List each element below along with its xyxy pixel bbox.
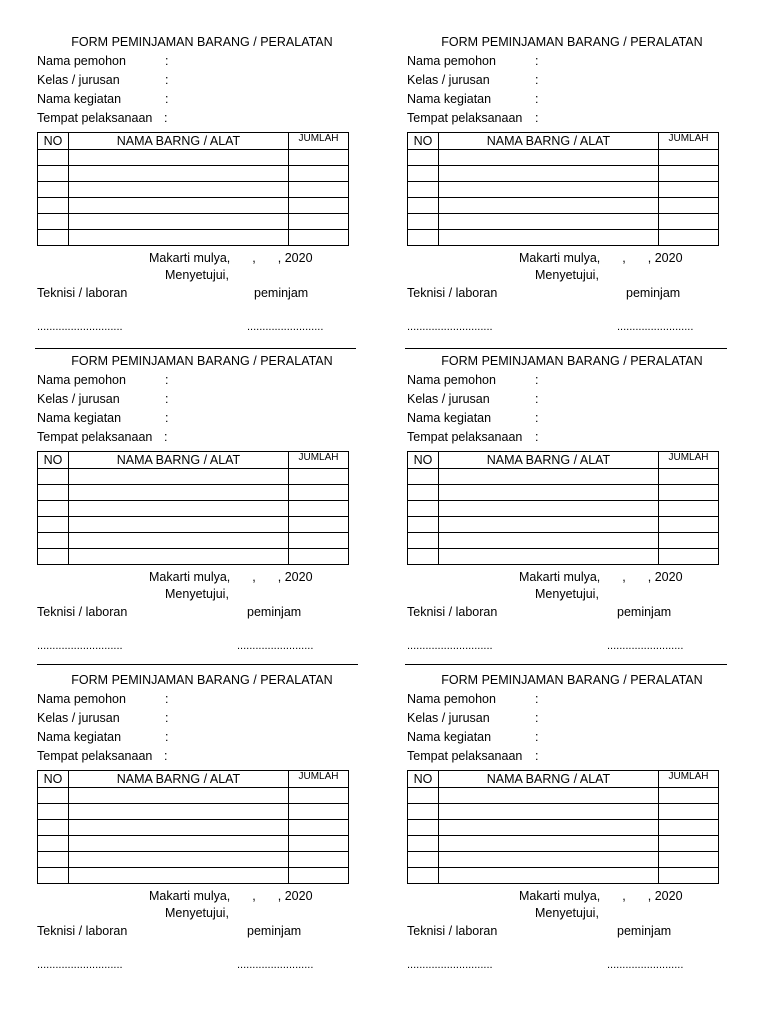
column-header-no: NO bbox=[408, 771, 439, 788]
row-no-cell[interactable] bbox=[38, 214, 69, 230]
row-name-cell[interactable] bbox=[439, 788, 659, 804]
row-name-cell[interactable] bbox=[69, 549, 289, 565]
cut-separator-line bbox=[37, 664, 358, 665]
row-name-cell[interactable] bbox=[439, 230, 659, 246]
row-qty-cell[interactable] bbox=[659, 868, 719, 884]
row-qty-cell[interactable] bbox=[289, 501, 349, 517]
row-name-cell[interactable] bbox=[69, 469, 289, 485]
row-no-cell[interactable] bbox=[38, 788, 69, 804]
row-qty-cell[interactable] bbox=[659, 182, 719, 198]
row-qty-cell[interactable] bbox=[289, 852, 349, 868]
row-name-cell[interactable] bbox=[439, 150, 659, 166]
row-name-cell[interactable] bbox=[439, 549, 659, 565]
row-no-cell[interactable] bbox=[38, 469, 69, 485]
form-title: FORM PEMINJAMAN BARANG / PERALATAN bbox=[441, 35, 703, 49]
field-colon: : bbox=[165, 92, 169, 106]
row-name-cell[interactable] bbox=[439, 533, 659, 549]
row-qty-cell[interactable] bbox=[289, 836, 349, 852]
place-name: Makarti mulya, bbox=[149, 570, 231, 584]
table-row bbox=[408, 517, 719, 533]
row-qty-cell[interactable] bbox=[659, 230, 719, 246]
row-no-cell[interactable] bbox=[408, 469, 439, 485]
signer-right-label: peminjam bbox=[626, 286, 681, 300]
row-name-cell[interactable] bbox=[69, 788, 289, 804]
signer-left-label: Teknisi / laboran bbox=[407, 924, 498, 938]
field-colon: : bbox=[165, 711, 169, 725]
column-header-no: NO bbox=[38, 133, 69, 150]
loan-form bbox=[407, 35, 737, 335]
row-no-cell[interactable] bbox=[408, 230, 439, 246]
place-name: Makarti mulya, bbox=[519, 251, 601, 265]
signature-line-left: ............................ bbox=[37, 959, 123, 971]
items-table-body bbox=[408, 150, 719, 246]
row-no-cell[interactable] bbox=[408, 182, 439, 198]
approval-text: Menyetujui, bbox=[535, 906, 599, 920]
signature-line-right: ......................... bbox=[607, 959, 684, 971]
field-colon: : bbox=[535, 749, 539, 763]
field-label-tempat-pelaksanaan: Tempat pelaksanaan bbox=[407, 111, 523, 125]
row-name-cell[interactable] bbox=[439, 820, 659, 836]
field-label-kelas-jurusan: Kelas / jurusan bbox=[37, 711, 120, 725]
row-name-cell[interactable] bbox=[439, 182, 659, 198]
field-colon: : bbox=[535, 54, 539, 68]
table-row bbox=[38, 230, 349, 246]
column-header-qty: JUMLAH bbox=[289, 452, 349, 469]
field-label-kelas-jurusan: Kelas / jurusan bbox=[37, 392, 120, 406]
column-header-no: NO bbox=[408, 452, 439, 469]
signer-right-label: peminjam bbox=[254, 286, 309, 300]
row-name-cell[interactable] bbox=[69, 198, 289, 214]
loan-form bbox=[407, 673, 737, 973]
column-header-name: NAMA BARNG / ALAT bbox=[439, 452, 659, 469]
row-name-cell[interactable] bbox=[439, 852, 659, 868]
field-colon: : bbox=[535, 692, 539, 706]
signer-right-label: peminjam bbox=[617, 605, 672, 619]
items-table bbox=[37, 770, 349, 884]
table-row bbox=[408, 198, 719, 214]
form-title: FORM PEMINJAMAN BARANG / PERALATAN bbox=[441, 673, 703, 687]
row-name-cell[interactable] bbox=[439, 198, 659, 214]
signature-line-left: ............................ bbox=[407, 321, 493, 333]
row-no-cell[interactable] bbox=[408, 788, 439, 804]
row-qty-cell[interactable] bbox=[659, 549, 719, 565]
row-no-cell[interactable] bbox=[38, 836, 69, 852]
field-label-nama-kegiatan: Nama kegiatan bbox=[37, 92, 122, 106]
row-no-cell[interactable] bbox=[38, 868, 69, 884]
place-name: Makarti mulya, bbox=[149, 251, 231, 265]
row-qty-cell[interactable] bbox=[289, 214, 349, 230]
signature-line-right: ......................... bbox=[607, 640, 684, 652]
table-row bbox=[408, 214, 719, 230]
field-label-tempat-pelaksanaan: Tempat pelaksanaan bbox=[407, 749, 523, 763]
row-no-cell[interactable] bbox=[38, 198, 69, 214]
place-name: Makarti mulya, bbox=[519, 570, 601, 584]
field-colon: : bbox=[164, 749, 168, 763]
table-row bbox=[408, 549, 719, 565]
field-label-nama-kegiatan: Nama kegiatan bbox=[407, 92, 492, 106]
row-name-cell[interactable] bbox=[439, 804, 659, 820]
row-name-cell[interactable] bbox=[439, 868, 659, 884]
row-no-cell[interactable] bbox=[38, 501, 69, 517]
table-row bbox=[408, 469, 719, 485]
row-qty-cell[interactable] bbox=[659, 485, 719, 501]
field-label-tempat-pelaksanaan: Tempat pelaksanaan bbox=[37, 430, 153, 444]
row-qty-cell[interactable] bbox=[289, 788, 349, 804]
row-qty-cell[interactable] bbox=[659, 836, 719, 852]
row-name-cell[interactable] bbox=[69, 485, 289, 501]
row-no-cell[interactable] bbox=[38, 549, 69, 565]
row-no-cell[interactable] bbox=[408, 549, 439, 565]
column-header-qty: JUMLAH bbox=[659, 452, 719, 469]
field-label-kelas-jurusan: Kelas / jurusan bbox=[407, 73, 490, 87]
field-colon: : bbox=[165, 692, 169, 706]
row-qty-cell[interactable] bbox=[289, 469, 349, 485]
field-colon: : bbox=[165, 411, 169, 425]
field-label-nama-pemohon: Nama pemohon bbox=[407, 692, 496, 706]
place-date-line bbox=[149, 251, 313, 265]
items-table bbox=[407, 770, 719, 884]
date-comma: , bbox=[622, 570, 626, 584]
field-colon: : bbox=[535, 430, 539, 444]
table-row bbox=[408, 788, 719, 804]
field-label-kelas-jurusan: Kelas / jurusan bbox=[407, 711, 490, 725]
column-header-qty: JUMLAH bbox=[659, 133, 719, 150]
field-label-tempat-pelaksanaan: Tempat pelaksanaan bbox=[407, 430, 523, 444]
signature-line-left: ............................ bbox=[37, 321, 123, 333]
approval-text: Menyetujui, bbox=[165, 587, 229, 601]
row-qty-cell[interactable] bbox=[289, 868, 349, 884]
row-name-cell[interactable] bbox=[439, 166, 659, 182]
table-row bbox=[38, 549, 349, 565]
approval-text: Menyetujui, bbox=[165, 268, 229, 282]
row-name-cell[interactable] bbox=[439, 469, 659, 485]
row-qty-cell[interactable] bbox=[289, 517, 349, 533]
table-row bbox=[38, 804, 349, 820]
field-colon: : bbox=[165, 392, 169, 406]
place-date-line bbox=[149, 889, 313, 903]
row-qty-cell[interactable] bbox=[289, 182, 349, 198]
field-colon: : bbox=[535, 711, 539, 725]
column-header-qty: JUMLAH bbox=[289, 133, 349, 150]
row-qty-cell[interactable] bbox=[659, 166, 719, 182]
table-row bbox=[408, 501, 719, 517]
cut-separator-line bbox=[405, 664, 727, 665]
field-label-nama-pemohon: Nama pemohon bbox=[407, 373, 496, 387]
items-table-body bbox=[38, 150, 349, 246]
row-qty-cell[interactable] bbox=[659, 517, 719, 533]
items-table-body bbox=[38, 788, 349, 884]
row-no-cell[interactable] bbox=[408, 501, 439, 517]
table-row bbox=[38, 198, 349, 214]
signer-right-label: peminjam bbox=[247, 924, 302, 938]
field-label-kelas-jurusan: Kelas / jurusan bbox=[407, 392, 490, 406]
field-colon: : bbox=[535, 111, 539, 125]
row-name-cell[interactable] bbox=[439, 485, 659, 501]
row-qty-cell[interactable] bbox=[289, 166, 349, 182]
row-name-cell[interactable] bbox=[439, 836, 659, 852]
row-no-cell[interactable] bbox=[408, 533, 439, 549]
row-qty-cell[interactable] bbox=[289, 198, 349, 214]
table-row bbox=[38, 150, 349, 166]
row-qty-cell[interactable] bbox=[659, 214, 719, 230]
table-row bbox=[38, 820, 349, 836]
table-row bbox=[408, 166, 719, 182]
table-row bbox=[38, 836, 349, 852]
row-no-cell[interactable] bbox=[38, 230, 69, 246]
row-qty-cell[interactable] bbox=[289, 820, 349, 836]
row-no-cell[interactable] bbox=[408, 517, 439, 533]
table-row bbox=[408, 820, 719, 836]
signature-line-left: ............................ bbox=[407, 959, 493, 971]
date-year: , 2020 bbox=[277, 889, 313, 903]
signature-line-right: ......................... bbox=[617, 321, 694, 333]
loan-form bbox=[407, 354, 737, 654]
field-colon: : bbox=[164, 111, 168, 125]
signer-left-label: Teknisi / laboran bbox=[407, 286, 498, 300]
signer-left-label: Teknisi / laboran bbox=[37, 924, 128, 938]
field-label-nama-pemohon: Nama pemohon bbox=[37, 373, 126, 387]
items-table bbox=[407, 451, 719, 565]
approval-text: Menyetujui, bbox=[165, 906, 229, 920]
table-row bbox=[38, 501, 349, 517]
loan-form bbox=[37, 354, 367, 654]
row-qty-cell[interactable] bbox=[289, 485, 349, 501]
row-qty-cell[interactable] bbox=[659, 788, 719, 804]
field-label-tempat-pelaksanaan: Tempat pelaksanaan bbox=[37, 111, 153, 125]
row-no-cell[interactable] bbox=[408, 166, 439, 182]
table-row bbox=[38, 852, 349, 868]
table-row bbox=[38, 182, 349, 198]
row-no-cell[interactable] bbox=[38, 485, 69, 501]
place-date-line bbox=[519, 889, 683, 903]
form-title: FORM PEMINJAMAN BARANG / PERALATAN bbox=[441, 354, 703, 368]
loan-form bbox=[37, 35, 367, 335]
row-qty-cell[interactable] bbox=[289, 804, 349, 820]
table-row bbox=[38, 214, 349, 230]
field-label-nama-kegiatan: Nama kegiatan bbox=[407, 730, 492, 744]
form-title: FORM PEMINJAMAN BARANG / PERALATAN bbox=[71, 673, 333, 687]
signature-line-right: ......................... bbox=[237, 640, 314, 652]
table-row bbox=[408, 852, 719, 868]
cut-separator-line bbox=[35, 348, 356, 349]
row-name-cell[interactable] bbox=[69, 820, 289, 836]
row-name-cell[interactable] bbox=[69, 166, 289, 182]
row-qty-cell[interactable] bbox=[659, 852, 719, 868]
row-no-cell[interactable] bbox=[38, 852, 69, 868]
date-year: , 2020 bbox=[277, 251, 313, 265]
table-row bbox=[38, 533, 349, 549]
row-no-cell[interactable] bbox=[38, 517, 69, 533]
row-no-cell[interactable] bbox=[38, 150, 69, 166]
table-row bbox=[408, 836, 719, 852]
row-qty-cell[interactable] bbox=[659, 150, 719, 166]
field-colon: : bbox=[535, 730, 539, 744]
field-colon: : bbox=[535, 373, 539, 387]
form-title: FORM PEMINJAMAN BARANG / PERALATAN bbox=[71, 354, 333, 368]
place-date-line bbox=[149, 570, 313, 584]
row-no-cell[interactable] bbox=[38, 804, 69, 820]
row-no-cell[interactable] bbox=[38, 166, 69, 182]
row-no-cell[interactable] bbox=[408, 214, 439, 230]
place-name: Makarti mulya, bbox=[519, 889, 601, 903]
row-no-cell[interactable] bbox=[408, 198, 439, 214]
signature-line-left: ............................ bbox=[37, 640, 123, 652]
table-row bbox=[38, 517, 349, 533]
row-name-cell[interactable] bbox=[69, 214, 289, 230]
table-row bbox=[408, 868, 719, 884]
place-date-line bbox=[519, 570, 683, 584]
row-name-cell[interactable] bbox=[69, 150, 289, 166]
row-no-cell[interactable] bbox=[408, 485, 439, 501]
loan-form bbox=[37, 673, 367, 973]
date-year: , 2020 bbox=[277, 570, 313, 584]
row-name-cell[interactable] bbox=[69, 230, 289, 246]
row-no-cell[interactable] bbox=[38, 820, 69, 836]
signature-line-right: ......................... bbox=[237, 959, 314, 971]
date-comma: , bbox=[252, 570, 256, 584]
table-row bbox=[38, 868, 349, 884]
table-row bbox=[408, 533, 719, 549]
date-year: , 2020 bbox=[647, 251, 683, 265]
field-label-nama-kegiatan: Nama kegiatan bbox=[37, 411, 122, 425]
approval-text: Menyetujui, bbox=[535, 268, 599, 282]
field-label-nama-pemohon: Nama pemohon bbox=[407, 54, 496, 68]
field-colon: : bbox=[164, 430, 168, 444]
table-row bbox=[38, 485, 349, 501]
row-no-cell[interactable] bbox=[408, 150, 439, 166]
field-label-nama-pemohon: Nama pemohon bbox=[37, 54, 126, 68]
row-qty-cell[interactable] bbox=[659, 533, 719, 549]
field-label-nama-pemohon: Nama pemohon bbox=[37, 692, 126, 706]
table-row bbox=[408, 485, 719, 501]
signature-line-left: ............................ bbox=[407, 640, 493, 652]
row-qty-cell[interactable] bbox=[659, 469, 719, 485]
field-label-tempat-pelaksanaan: Tempat pelaksanaan bbox=[37, 749, 153, 763]
signer-right-label: peminjam bbox=[247, 605, 302, 619]
date-comma: , bbox=[252, 889, 256, 903]
field-colon: : bbox=[165, 54, 169, 68]
date-comma: , bbox=[252, 251, 256, 265]
items-table-body bbox=[38, 469, 349, 565]
column-header-name: NAMA BARNG / ALAT bbox=[69, 452, 289, 469]
form-title: FORM PEMINJAMAN BARANG / PERALATAN bbox=[71, 35, 333, 49]
column-header-no: NO bbox=[38, 771, 69, 788]
table-row bbox=[408, 804, 719, 820]
signer-left-label: Teknisi / laboran bbox=[37, 286, 128, 300]
row-no-cell[interactable] bbox=[408, 868, 439, 884]
row-no-cell[interactable] bbox=[408, 852, 439, 868]
table-row bbox=[38, 469, 349, 485]
row-qty-cell[interactable] bbox=[289, 230, 349, 246]
row-name-cell[interactable] bbox=[69, 804, 289, 820]
column-header-name: NAMA BARNG / ALAT bbox=[69, 771, 289, 788]
items-table-body bbox=[408, 788, 719, 884]
field-label-nama-kegiatan: Nama kegiatan bbox=[407, 411, 492, 425]
items-table bbox=[37, 132, 349, 246]
signature-line-right: ......................... bbox=[247, 321, 324, 333]
field-colon: : bbox=[535, 411, 539, 425]
signer-left-label: Teknisi / laboran bbox=[37, 605, 128, 619]
items-table-body bbox=[408, 469, 719, 565]
field-label-nama-kegiatan: Nama kegiatan bbox=[37, 730, 122, 744]
row-no-cell[interactable] bbox=[408, 804, 439, 820]
row-name-cell[interactable] bbox=[69, 182, 289, 198]
date-year: , 2020 bbox=[647, 889, 683, 903]
column-header-no: NO bbox=[408, 133, 439, 150]
row-no-cell[interactable] bbox=[408, 836, 439, 852]
row-qty-cell[interactable] bbox=[289, 549, 349, 565]
table-row bbox=[408, 182, 719, 198]
row-qty-cell[interactable] bbox=[289, 150, 349, 166]
field-colon: : bbox=[535, 73, 539, 87]
column-header-qty: JUMLAH bbox=[289, 771, 349, 788]
row-name-cell[interactable] bbox=[69, 852, 289, 868]
place-name: Makarti mulya, bbox=[149, 889, 231, 903]
date-comma: , bbox=[622, 251, 626, 265]
row-qty-cell[interactable] bbox=[659, 804, 719, 820]
table-row bbox=[38, 166, 349, 182]
cut-separator-line bbox=[405, 348, 727, 349]
field-colon: : bbox=[165, 73, 169, 87]
signer-left-label: Teknisi / laboran bbox=[407, 605, 498, 619]
items-table bbox=[407, 132, 719, 246]
row-name-cell[interactable] bbox=[69, 533, 289, 549]
row-qty-cell[interactable] bbox=[289, 533, 349, 549]
row-name-cell[interactable] bbox=[439, 214, 659, 230]
column-header-name: NAMA BARNG / ALAT bbox=[439, 133, 659, 150]
row-no-cell[interactable] bbox=[38, 533, 69, 549]
field-label-kelas-jurusan: Kelas / jurusan bbox=[37, 73, 120, 87]
items-table bbox=[37, 451, 349, 565]
column-header-name: NAMA BARNG / ALAT bbox=[69, 133, 289, 150]
table-row bbox=[408, 150, 719, 166]
signer-right-label: peminjam bbox=[617, 924, 672, 938]
row-name-cell[interactable] bbox=[439, 501, 659, 517]
table-row bbox=[38, 788, 349, 804]
field-colon: : bbox=[165, 373, 169, 387]
column-header-qty: JUMLAH bbox=[659, 771, 719, 788]
place-date-line bbox=[519, 251, 683, 265]
date-comma: , bbox=[622, 889, 626, 903]
field-colon: : bbox=[165, 730, 169, 744]
row-name-cell[interactable] bbox=[69, 836, 289, 852]
date-year: , 2020 bbox=[647, 570, 683, 584]
row-qty-cell[interactable] bbox=[659, 198, 719, 214]
row-qty-cell[interactable] bbox=[659, 501, 719, 517]
row-no-cell[interactable] bbox=[408, 820, 439, 836]
field-colon: : bbox=[535, 392, 539, 406]
row-no-cell[interactable] bbox=[38, 182, 69, 198]
column-header-no: NO bbox=[38, 452, 69, 469]
row-name-cell[interactable] bbox=[69, 517, 289, 533]
row-name-cell[interactable] bbox=[439, 517, 659, 533]
row-name-cell[interactable] bbox=[69, 501, 289, 517]
row-name-cell[interactable] bbox=[69, 868, 289, 884]
table-row bbox=[408, 230, 719, 246]
field-colon: : bbox=[535, 92, 539, 106]
approval-text: Menyetujui, bbox=[535, 587, 599, 601]
column-header-name: NAMA BARNG / ALAT bbox=[439, 771, 659, 788]
row-qty-cell[interactable] bbox=[659, 820, 719, 836]
